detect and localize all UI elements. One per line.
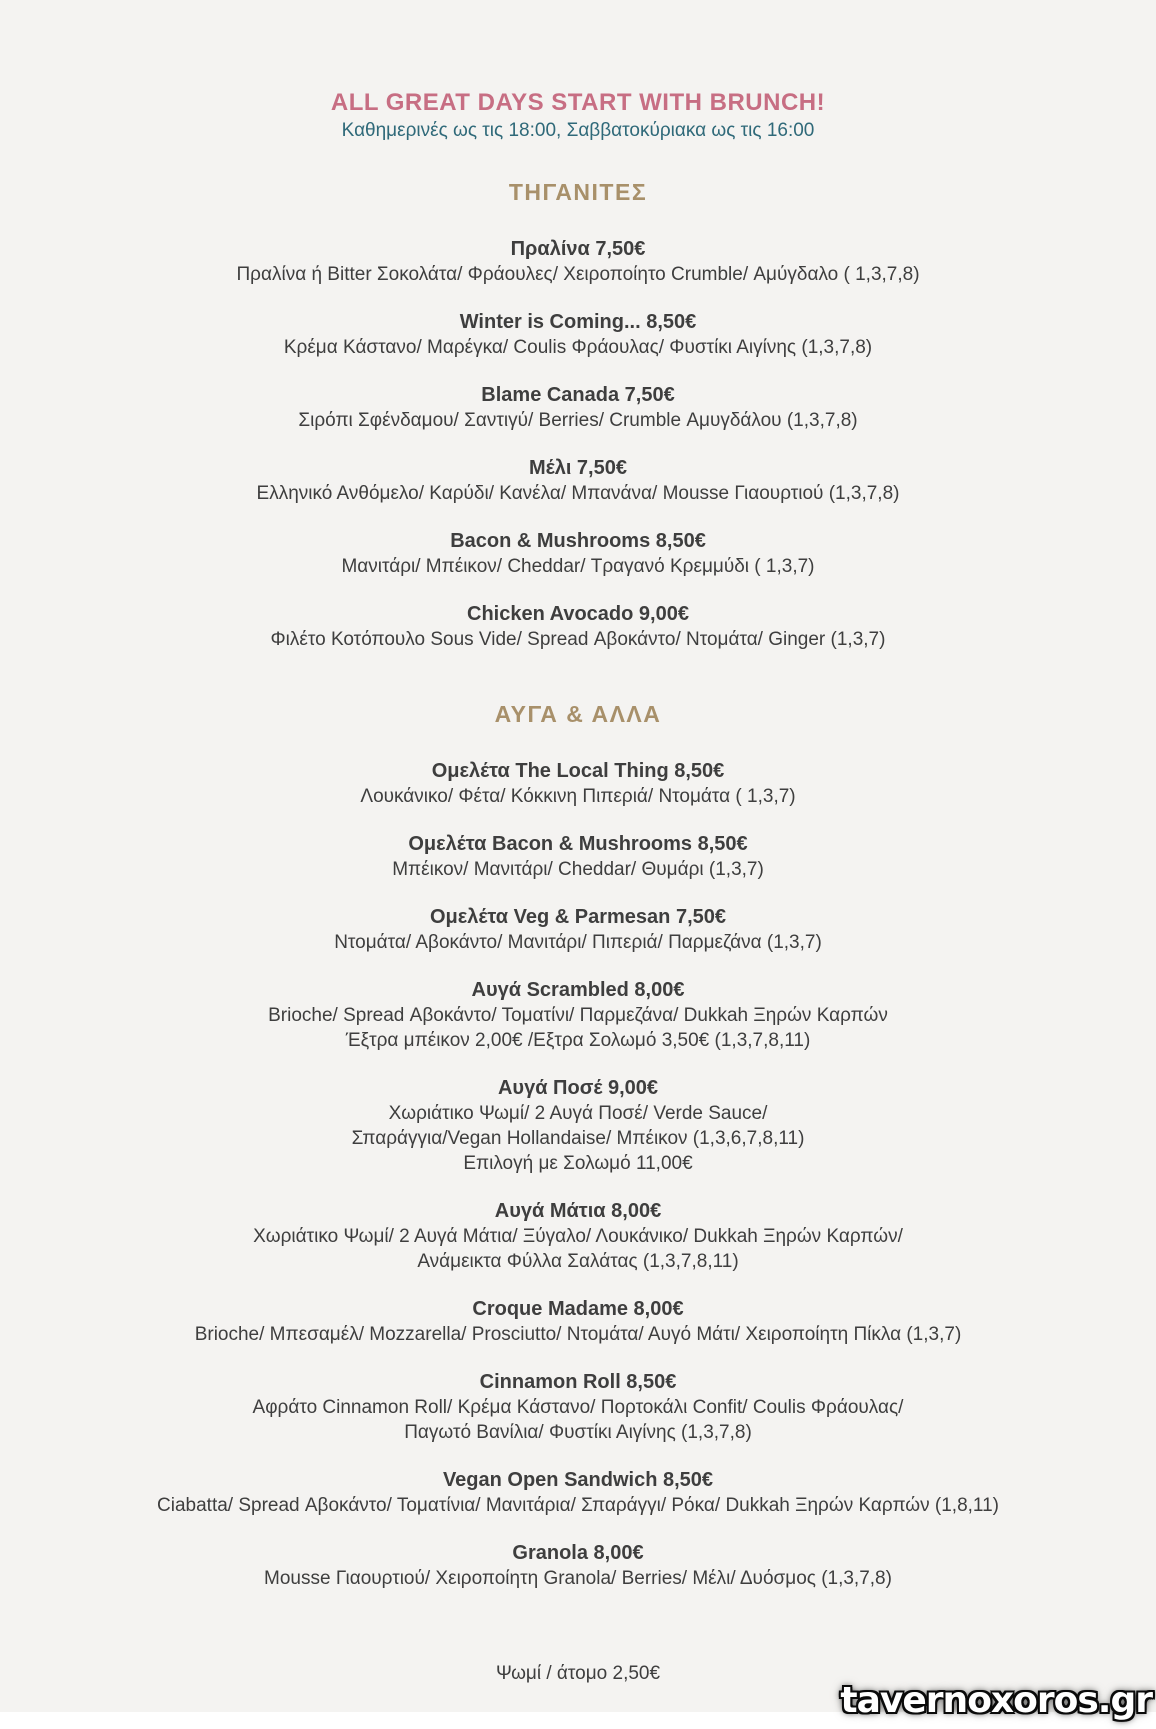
item-description-line: Έξτρα μπέικον 2,00€ /Εξτρα Σολωμό 3,50€ (1,3,7,8,11) xyxy=(345,1030,811,1051)
section-items xyxy=(0,237,1156,652)
menu-item xyxy=(0,1541,1156,1591)
item-description-line: Παγωτό Βανίλια/ Φυστίκι Αιγίνης (1,3,7,8) xyxy=(404,1422,752,1443)
item-description-line: Αφράτο Cinnamon Roll/ Κρέμα Κάστανο/ Πορτοκάλι Confit/ Coulis Φράουλας/ xyxy=(252,1397,904,1418)
item-description-line: Ανάμεικτα Φύλλα Σαλάτας (1,3,7,8,11) xyxy=(417,1251,739,1272)
item-description-line: Χωριάτικο Ψωμί/ 2 Αυγά Ποσέ/ Verde Sauce/ xyxy=(388,1103,768,1124)
item-title: Cinnamon Roll 8,50€ xyxy=(479,1371,677,1393)
item-description-line: Brioche/ Spread Αβοκάντο/ Τοματίνι/ Παρμεζάνα/ Dukkah Ξηρών Καρπών xyxy=(268,1005,888,1026)
item-title: Ομελέτα The Local Thing 8,50€ xyxy=(431,760,725,782)
item-description-line: Μανιτάρι/ Μπέικον/ Cheddar/ Τραγανό Κρεμμύδι ( 1,3,7) xyxy=(341,556,815,577)
menu-section xyxy=(0,179,1156,652)
item-description-line: Mousse Γιαουρτιού/ Χειροποίητη Granola/ Berries/ Μέλι/ Δυόσμος (1,3,7,8) xyxy=(264,1568,892,1589)
item-description-line: Ciabatta/ Spread Αβοκάντο/ Τοματίνια/ Μανιτάρια/ Σπαράγγι/ Ρόκα/ Dukkah Ξηρών Καρπών (1,8,11) xyxy=(157,1495,999,1516)
menu-item xyxy=(0,1199,1156,1274)
item-description-line: Ελληνικό Ανθόμελο/ Καρύδι/ Κανέλα/ Μπανάνα/ Mousse Γιαουρτιού (1,3,7,8) xyxy=(256,483,900,504)
bread-note: Ψωμί / άτομο 2,50€ xyxy=(495,1663,661,1684)
item-description-line: Μπέικον/ Μανιτάρι/ Cheddar/ Θυμάρι (1,3,7) xyxy=(392,859,764,880)
menu-item xyxy=(0,310,1156,360)
menu-item xyxy=(0,1370,1156,1445)
menu-item xyxy=(0,237,1156,287)
menu-item xyxy=(0,602,1156,652)
item-title: Πραλίνα 7,50€ xyxy=(510,238,646,260)
item-description-line: Λουκάνικο/ Φέτα/ Κόκκινη Πιπεριά/ Ντομάτα ( 1,3,7) xyxy=(360,786,796,807)
menu-item xyxy=(0,1468,1156,1518)
item-description-line: Brioche/ Μπεσαμέλ/ Mozzarella/ Prosciutto/ Ντομάτα/ Αυγό Μάτι/ Χειροποίητη Πίκλα (1,3,7) xyxy=(194,1324,962,1345)
section-title: ΤΗΓΑΝΙΤΕΣ xyxy=(508,179,648,205)
menu-item xyxy=(0,1076,1156,1176)
item-description-line: Φιλέτο Κοτόπουλο Sous Vide/ Spread Αβοκάντο/ Ντομάτα/ Ginger (1,3,7) xyxy=(270,629,886,650)
item-title: Bacon & Mushrooms 8,50€ xyxy=(450,530,706,552)
menu-item xyxy=(0,832,1156,882)
page-subtitle: Καθημερινές ως τις 18:00, Σαββατοκύριακα ως τις 16:00 xyxy=(341,120,815,141)
item-description-line: Σπαράγγια/Vegan Hollandaise/ Μπέικον (1,3,6,7,8,11) xyxy=(351,1128,805,1149)
section-items xyxy=(0,759,1156,1591)
watermark: tavernoxoros.gr xyxy=(840,1680,1152,1721)
item-description-line: Κρέμα Κάστανο/ Μαρέγκα/ Coulis Φράουλας/ Φυστίκι Αιγίνης (1,3,7,8) xyxy=(283,337,873,358)
menu-item xyxy=(0,759,1156,809)
menu-sections xyxy=(0,179,1156,1591)
item-title: Αυγά Μάτια 8,00€ xyxy=(494,1200,662,1222)
menu-item xyxy=(0,1297,1156,1347)
page-title: ALL GREAT DAYS START WITH BRUNCH! xyxy=(330,89,826,116)
item-description-line: Επιλογή με Σολωμό 11,00€ xyxy=(463,1153,693,1174)
section-title: ΑΥΓΑ & ΑΛΛΑ xyxy=(494,701,662,727)
item-title: Winter is Coming... 8,50€ xyxy=(459,311,697,333)
menu-item xyxy=(0,383,1156,433)
menu-item xyxy=(0,905,1156,955)
item-title: Μέλι 7,50€ xyxy=(529,457,627,479)
item-title: Ομελέτα Veg & Parmesan 7,50€ xyxy=(429,906,726,928)
menu-item xyxy=(0,529,1156,579)
item-title: Croque Madame 8,00€ xyxy=(472,1298,684,1320)
item-title: Chicken Avocado 9,00€ xyxy=(467,603,689,625)
item-description-line: Ντομάτα/ Αβοκάντο/ Μανιτάρι/ Πιπεριά/ Παρμεζάνα (1,3,7) xyxy=(334,932,822,953)
menu-header xyxy=(0,90,1156,144)
item-title: Blame Canada 7,50€ xyxy=(481,384,675,406)
item-title: Ομελέτα Bacon & Mushrooms 8,50€ xyxy=(408,833,748,855)
item-title: Vegan Open Sandwich 8,50€ xyxy=(442,1469,714,1491)
item-title: Granola 8,00€ xyxy=(512,1542,644,1564)
item-description-line: Χωριάτικο Ψωμί/ 2 Αυγά Μάτια/ Ξύγαλο/ Λουκάνικο/ Dukkah Ξηρών Καρπών/ xyxy=(253,1226,903,1247)
item-description-line: Πραλίνα ή Bitter Σοκολάτα/ Φράουλες/ Χειροποίητο Crumble/ Αμύγδαλο ( 1,3,7,8) xyxy=(236,264,920,285)
menu-section xyxy=(0,701,1156,1591)
item-title: Αυγά Scrambled 8,00€ xyxy=(471,979,685,1001)
item-title: Αυγά Ποσέ 9,00€ xyxy=(497,1077,659,1099)
item-description-line: Σιρόπι Σφένδαμου/ Σαντιγύ/ Berries/ Crumble Αμυγδάλου (1,3,7,8) xyxy=(298,410,858,431)
menu-item xyxy=(0,978,1156,1053)
menu-item xyxy=(0,456,1156,506)
